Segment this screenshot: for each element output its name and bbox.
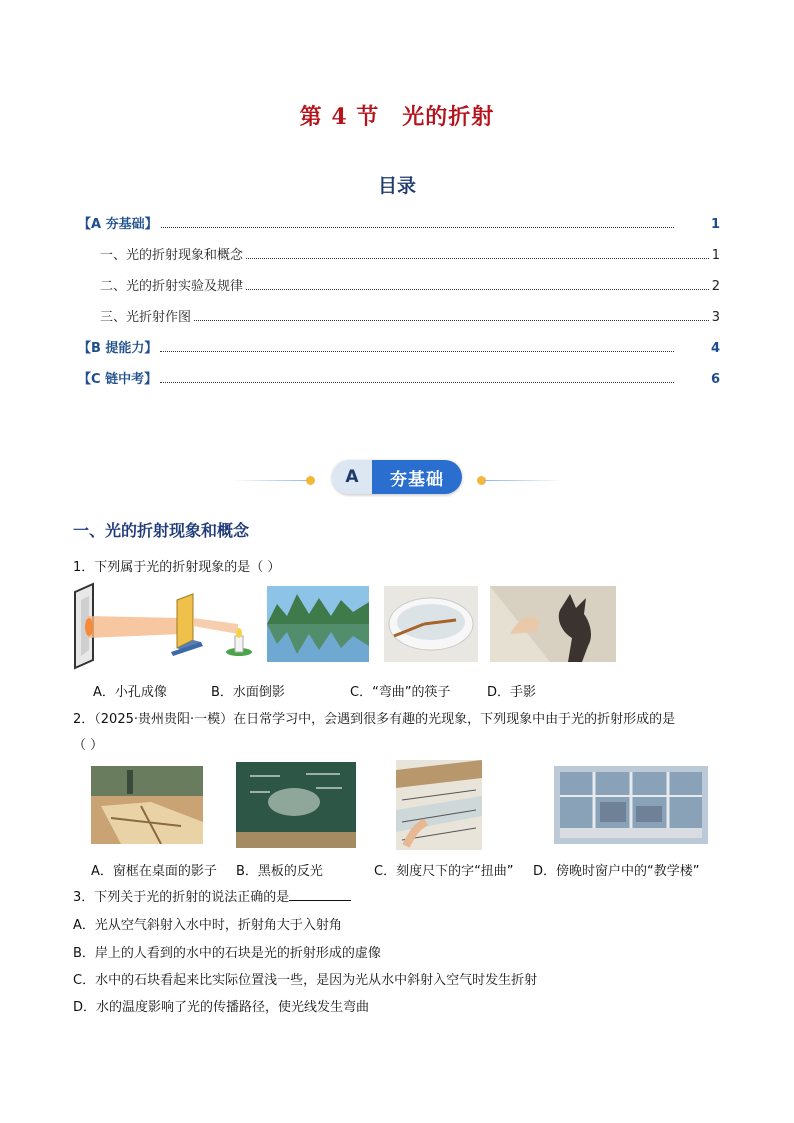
question-2-stem-cont: （ ） <box>73 738 104 753</box>
q2-option-b: B．黑板的反光 <box>236 864 323 879</box>
q3-option-c: C．水中的石块看起来比实际位置浅一些，是因为光从水中斜射入空气时发生折射 <box>73 973 538 988</box>
banner-text: 夯基础 <box>372 460 462 494</box>
toc-entry-label: 【C 链中考】 <box>78 372 158 387</box>
q2-option-c: C．刻度尺下的字“扭曲” <box>374 864 514 879</box>
bent-chopstick-photo <box>384 586 478 662</box>
toc-entry-label: 【B 提能力】 <box>78 341 158 356</box>
toc-leader <box>160 381 674 383</box>
q2-option-d: D．傍晚时窗户中的“教学楼” <box>533 864 700 879</box>
page-title: 第 4 节 光的折射 <box>299 104 495 130</box>
banner-letter: A <box>332 460 372 494</box>
toc-leader <box>194 319 709 321</box>
section-banner <box>332 460 462 494</box>
lake-reflection-photo <box>267 586 369 662</box>
q1-option-b: B．水面倒影 <box>211 685 285 700</box>
section-heading: 一、光的折射现象和概念 <box>73 521 250 540</box>
ruler-text-photo <box>396 760 482 850</box>
pinhole-camera-illustration <box>73 582 253 670</box>
toc-leader <box>161 226 674 228</box>
answer-blank[interactable] <box>289 888 351 901</box>
toc-leader <box>246 288 709 290</box>
toc-leader <box>246 257 709 259</box>
window-shadow-photo <box>91 766 203 844</box>
toc-entry-a3[interactable] <box>100 306 720 326</box>
toc-entry-page: 3 <box>711 310 720 325</box>
toc-entry-a[interactable] <box>78 213 720 233</box>
toc-entry-label: 一、光的折射现象和概念 <box>100 248 244 263</box>
q2-option-a: A．窗框在桌面的影子 <box>91 864 217 879</box>
question-3-stem <box>73 886 351 905</box>
toc-heading: 目录 <box>377 175 416 197</box>
question-1-stem: 1．下列属于光的折射现象的是（ ） <box>73 560 281 575</box>
toc-entry-label: 二、光的折射实验及规律 <box>100 279 244 294</box>
q1-option-a: A．小孔成像 <box>93 685 167 700</box>
toc-entry-a2[interactable] <box>100 275 720 295</box>
blackboard-glare-photo <box>236 762 356 848</box>
banner-left-dot <box>306 476 315 485</box>
q3-option-b: B．岸上的人看到的水中的石块是光的折射形成的虚像 <box>73 946 381 961</box>
question-2-stem: 2．（2025·贵州贵阳·一模）在日常学习中，会遇到很多有趣的光现象，下列现象中由于光的折射形成的是 <box>73 712 676 727</box>
hand-shadow-photo <box>490 586 616 662</box>
q1-option-d: D．手影 <box>487 685 537 700</box>
toc-entry-a1[interactable] <box>100 244 720 264</box>
toc-entry-c[interactable] <box>78 368 720 388</box>
toc-entry-page: 4 <box>710 341 720 356</box>
window-reflection-photo <box>554 766 708 844</box>
toc-entry-page: 2 <box>711 279 720 294</box>
banner-left-line <box>232 480 312 481</box>
toc-entry-label: 三、光折射作图 <box>100 310 192 325</box>
toc-entry-b[interactable] <box>78 337 720 357</box>
question-3-text: 3．下列关于光的折射的说法正确的是 <box>73 890 290 905</box>
toc-entry-page: 1 <box>711 248 720 263</box>
toc-entry-page: 6 <box>710 372 720 387</box>
q3-option-a: A．光从空气斜射入水中时，折射角大于入射角 <box>73 918 342 933</box>
q3-option-d: D．水的温度影响了光的传播路径，使光线发生弯曲 <box>73 1000 370 1015</box>
banner-right-line <box>484 480 564 481</box>
q1-option-c: C．“弯曲”的筷子 <box>350 685 451 700</box>
toc-entry-page: 1 <box>710 217 720 232</box>
toc-leader <box>160 350 674 352</box>
toc-entry-label: 【A 夯基础】 <box>78 217 158 232</box>
